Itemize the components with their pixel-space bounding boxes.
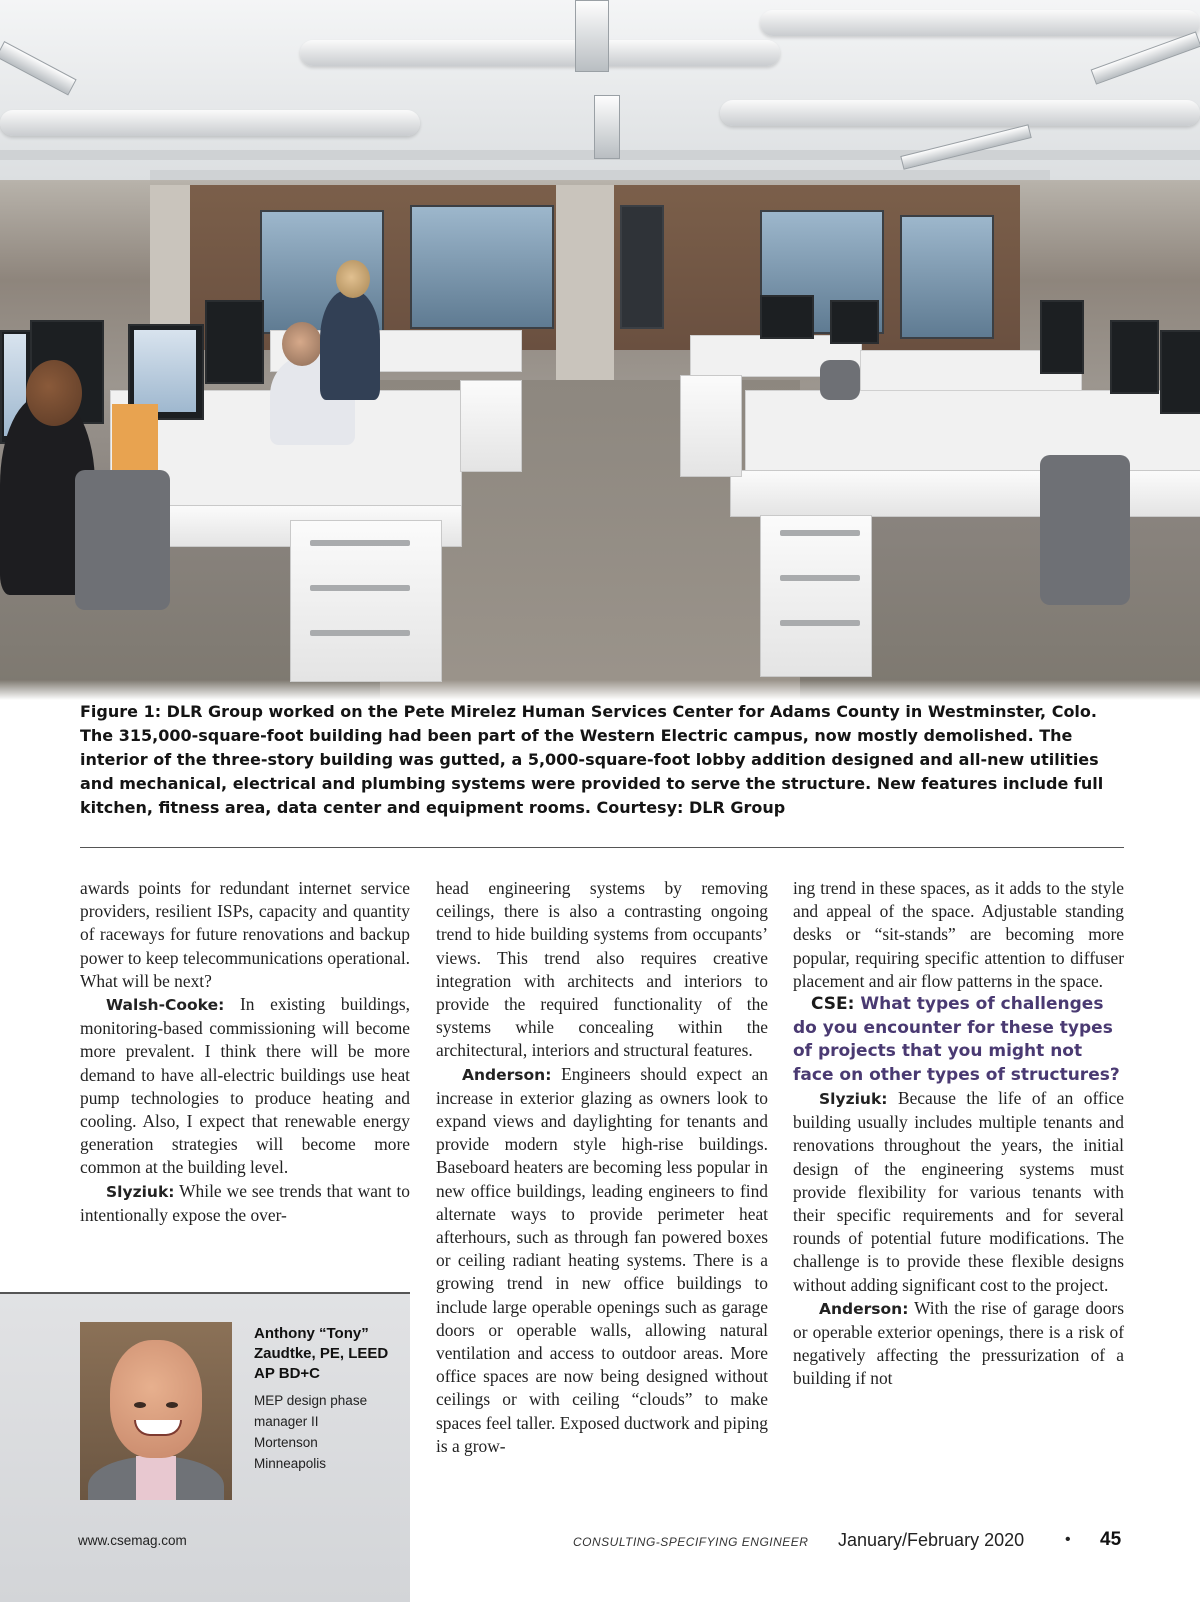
contributor-title: MEP design phase manager II (254, 1393, 368, 1429)
office-chair (75, 470, 170, 610)
office-photo (0, 0, 1200, 700)
speaker-name: Walsh-Cooke: (106, 996, 225, 1015)
drawer-handle (310, 630, 410, 636)
person-standing (320, 290, 380, 400)
question-label: CSE: (811, 994, 855, 1015)
contributor-profile (0, 1292, 410, 1602)
monitor (1160, 330, 1200, 414)
paragraph: ing trend in these spaces, as it adds to the style and appeal of the space. Adjustable standing desks or “sit-stands” are becoming more popular, requiring specific attention to diffuser placement and air flow patterns in the space. (793, 878, 1124, 991)
page-number: 45 (1100, 1529, 1122, 1550)
caption-divider (80, 847, 1124, 848)
monitor (1040, 300, 1084, 374)
paragraph: head engineering systems by removing ceilings, there is also a contrasting ongoing trend to hide building systems from occupants’ views. This trend also requires creative integration with architects and interiors to provide the required functionality of the systems while concealing within the architectural, interiors and structural features. (436, 878, 768, 1061)
paragraph (793, 1087, 1124, 1297)
person-head (336, 260, 370, 298)
photo-edge (0, 680, 1200, 700)
doorway (620, 205, 664, 329)
interview-question (793, 993, 1124, 1087)
ceiling-beam (150, 170, 1050, 180)
person-head (282, 322, 322, 366)
paragraph: awards points for redundant internet service providers, resilient ISPs, capacity and quantity of raceways for future renovations and backup power to keep telecommunications operational. What will be next? (80, 878, 410, 991)
speaker-name: Slyziuk: (819, 1090, 888, 1109)
drawer-unit (680, 375, 742, 477)
monitor (760, 295, 814, 339)
paragraph-text: With the rise of garage doors or operable exterior openings, there is a risk of negatively affecting the pressurization of a building if not (793, 1297, 1124, 1389)
speaker-name: Anderson: (819, 1299, 909, 1318)
portrait-collar (136, 1456, 176, 1500)
drawer-unit (460, 380, 522, 472)
drawer-handle (780, 530, 860, 536)
monitor (830, 300, 879, 344)
figure-caption: Figure 1: DLR Group worked on the Pete Mirelez Human Services Center for Adams County in Westminster, Colo. The 315,000-square-foot building had been part of the Western Electric campus, now mostly demolished. The interior of the three-story building was gutted, a 5,000-square-foot lobby addition designed and all-new utilities and mechanical, electrical and plumbing systems were provided to serve the structure. New features include full kitchen, fitness area, data center and equipment rooms. Courtesy: DLR Group (80, 702, 1104, 817)
paragraph (436, 1063, 768, 1458)
article-column-3 (793, 877, 1124, 1391)
person-head (26, 360, 82, 426)
drawer-handle (780, 620, 860, 626)
ceiling-light (594, 95, 620, 159)
ceiling-duct (720, 100, 1200, 126)
paragraph (793, 1297, 1124, 1391)
portrait-eye (134, 1402, 146, 1408)
footer-bullet: • (1065, 1531, 1071, 1548)
speaker-name: Anderson: (462, 1065, 552, 1084)
ceiling-duct (0, 110, 420, 136)
drawer-handle (780, 575, 860, 581)
office-chair (1040, 455, 1130, 605)
question-text: What types of challenges do you encounter for these types of projects that you might not face on other types of structures? (793, 994, 1120, 1085)
ceiling-duct (760, 10, 1200, 36)
portrait-face (110, 1340, 202, 1458)
contributor-company: Mortenson (254, 1435, 318, 1450)
paragraph-text: While we see trends that want to intentionally expose the over- (80, 1180, 410, 1225)
paragraph-text: In existing buildings, monitoring-based commissioning will become more prevalent. I think there will be more demand to have all-electric buildings use heat pump technologies to produce heating and cooling. Also, I expect that renewable energy generation strategies will become more common at the building level. (80, 994, 410, 1178)
footer-date: January/February 2020 (838, 1530, 1025, 1550)
window (410, 205, 554, 329)
pillar (556, 185, 614, 385)
paragraph (80, 1180, 410, 1227)
portrait-smile (134, 1420, 182, 1436)
footer-publication: CONSULTING-SPECIFYING ENGINEER (573, 1535, 809, 1549)
footer-url: www.csemag.com (78, 1533, 187, 1548)
contributor-details (254, 1390, 404, 1474)
contributor-name: Anthony “Tony” Zaudtke, PE, LEED AP BD+C (254, 1325, 389, 1382)
speaker-name: Slyziuk: (106, 1182, 175, 1201)
contributor-city: Minneapolis (254, 1456, 327, 1471)
article-column-1 (80, 877, 410, 1227)
drawer-handle (310, 585, 410, 591)
portrait-eye (166, 1402, 178, 1408)
window (900, 215, 994, 339)
cubicle-panel (745, 390, 1200, 482)
paragraph (80, 993, 410, 1180)
drawer-handle (310, 540, 410, 546)
article-column-2 (436, 877, 768, 1458)
ceiling-light (575, 0, 609, 72)
paragraph-text: Engineers should expect an increase in exterior glazing as owners look to expand views and daylighting for tenants and provide modern style high-rise buildings. Baseboard heaters are becoming less popular in new office buildings, leading engineers to find alternate ways to provide perimeter heat afterhours, such as through fan powered boxes or ceiling radiant heating systems. There is a growing trend in new office buildings to include large operable openings such as garage doors or operable walls, allowing natural ventilation and access to outdoor areas. More office spaces are now being designed without ceilings or with ceiling “clouds” to make spaces feel taller. Exposed ductwork and piping is a grow- (436, 1063, 768, 1456)
ceiling-duct (300, 40, 780, 66)
monitor (205, 300, 264, 384)
contributor-photo (80, 1322, 232, 1500)
office-chair (820, 360, 860, 400)
drawer-unit (760, 515, 872, 677)
paragraph-text: Because the life of an office building usually includes multiple tenants and renovations throughout the years, the initial design of the engineering systems must provide flexibility for various tenants with their specific requirements and for several rounds of potential future modifications. The challenge is to provide these flexible designs without adding significant cost to the project. (793, 1088, 1124, 1295)
monitor (1110, 320, 1159, 394)
